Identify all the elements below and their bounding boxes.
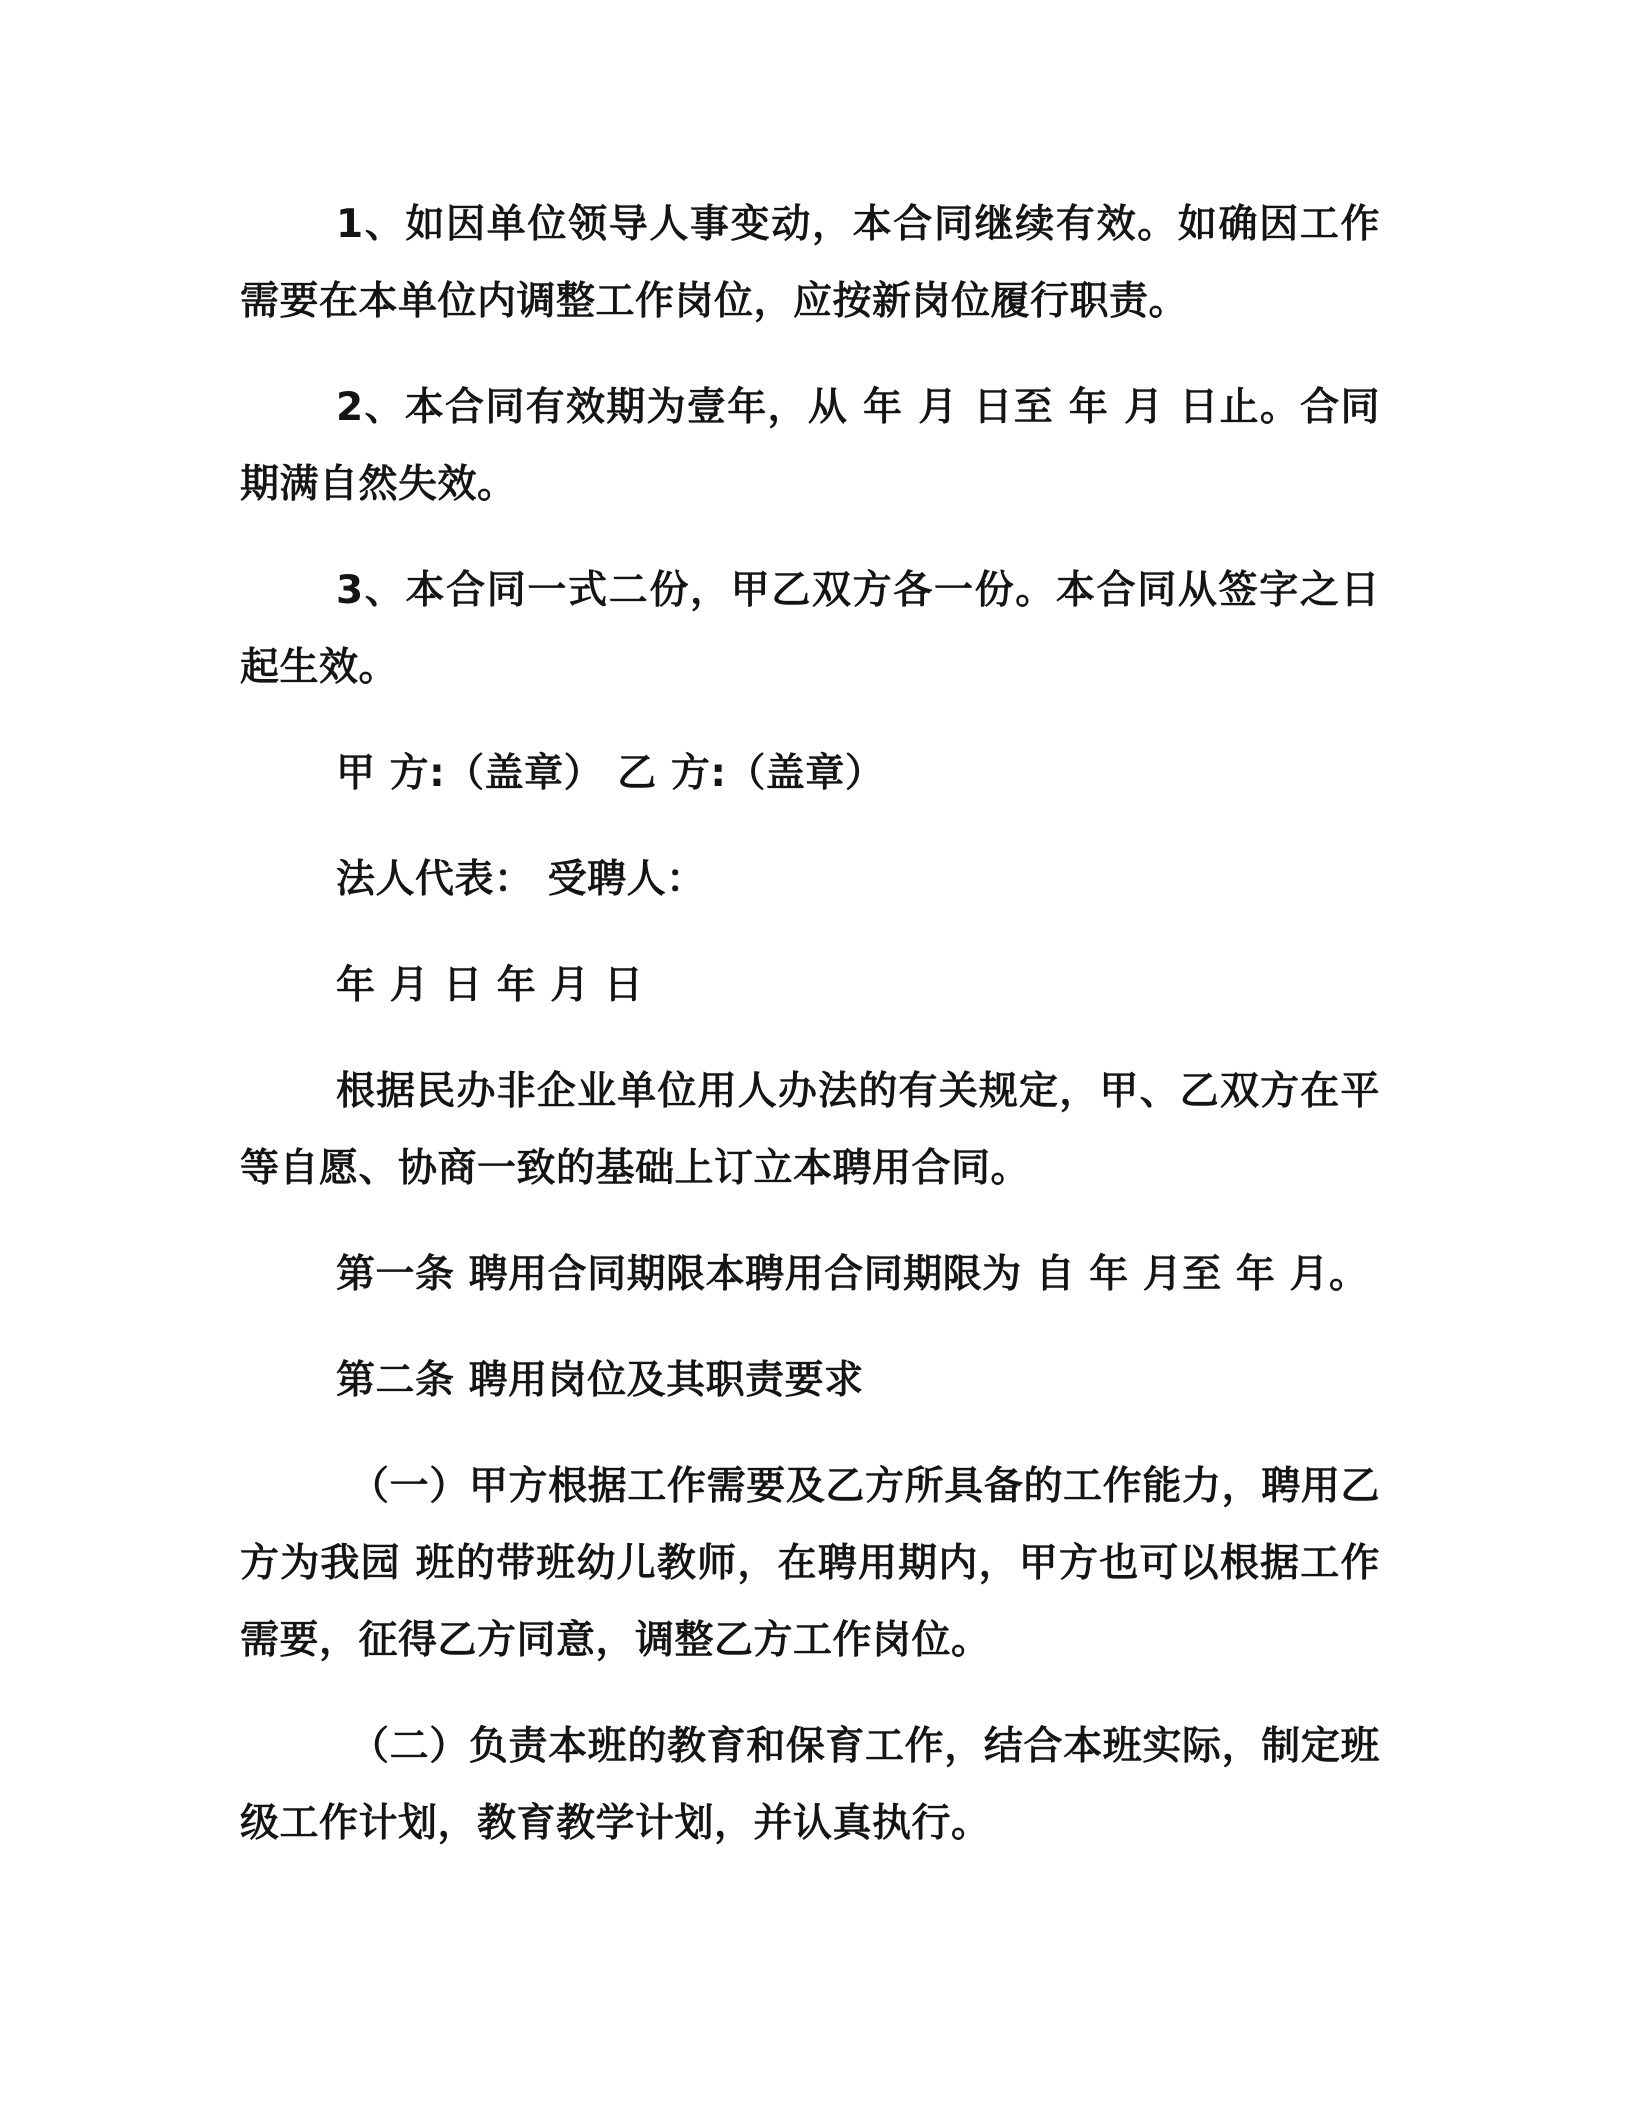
- signature-seal-line: 甲 方:（盖章） 乙 方:（盖章）: [336, 751, 885, 796]
- clause-copies: 3、本合同一式二份，甲乙双方各一份。本合同从签字之日起生效。: [240, 568, 1380, 690]
- signature-date-line: 年 月 日 年 月 日: [336, 963, 644, 1008]
- clause-validity-period: 2、本合同有效期为壹年，从 年 月 日至 年 月 日止。合同期满自然失效。: [240, 385, 1380, 507]
- article-two-item-one: （一）甲方根据工作需要及乙方所具备的工作能力，聘用乙方为我园 班的带班幼儿教师，在聘用期内，甲方也可以根据工作需要，征得乙方同意，调整乙方工作岗位。: [240, 1464, 1380, 1663]
- document-body: [240, 186, 1380, 1891]
- article-two-heading: 第二条 聘用岗位及其职责要求: [336, 1358, 864, 1403]
- article-one: 第一条 聘用合同期限本聘用合同期限为 自 年 月至 年 月。: [336, 1252, 1369, 1297]
- signature-representative-line: 法人代表： 受聘人：: [336, 857, 706, 902]
- article-two-item-two: （二）负责本班的教育和保育工作，结合本班实际，制定班级工作计划，教育教学计划，并认真执行。: [240, 1724, 1380, 1846]
- clause-personnel-change: 1、如因单位领导人事变动，本合同继续有效。如确因工作需要在本单位内调整工作岗位，应按新岗位履行职责。: [240, 202, 1380, 324]
- contract-preamble: 根据民办非企业单位用人办法的有关规定，甲、乙双方在平等自愿、协商一致的基础上订立本聘用合同。: [240, 1069, 1380, 1191]
